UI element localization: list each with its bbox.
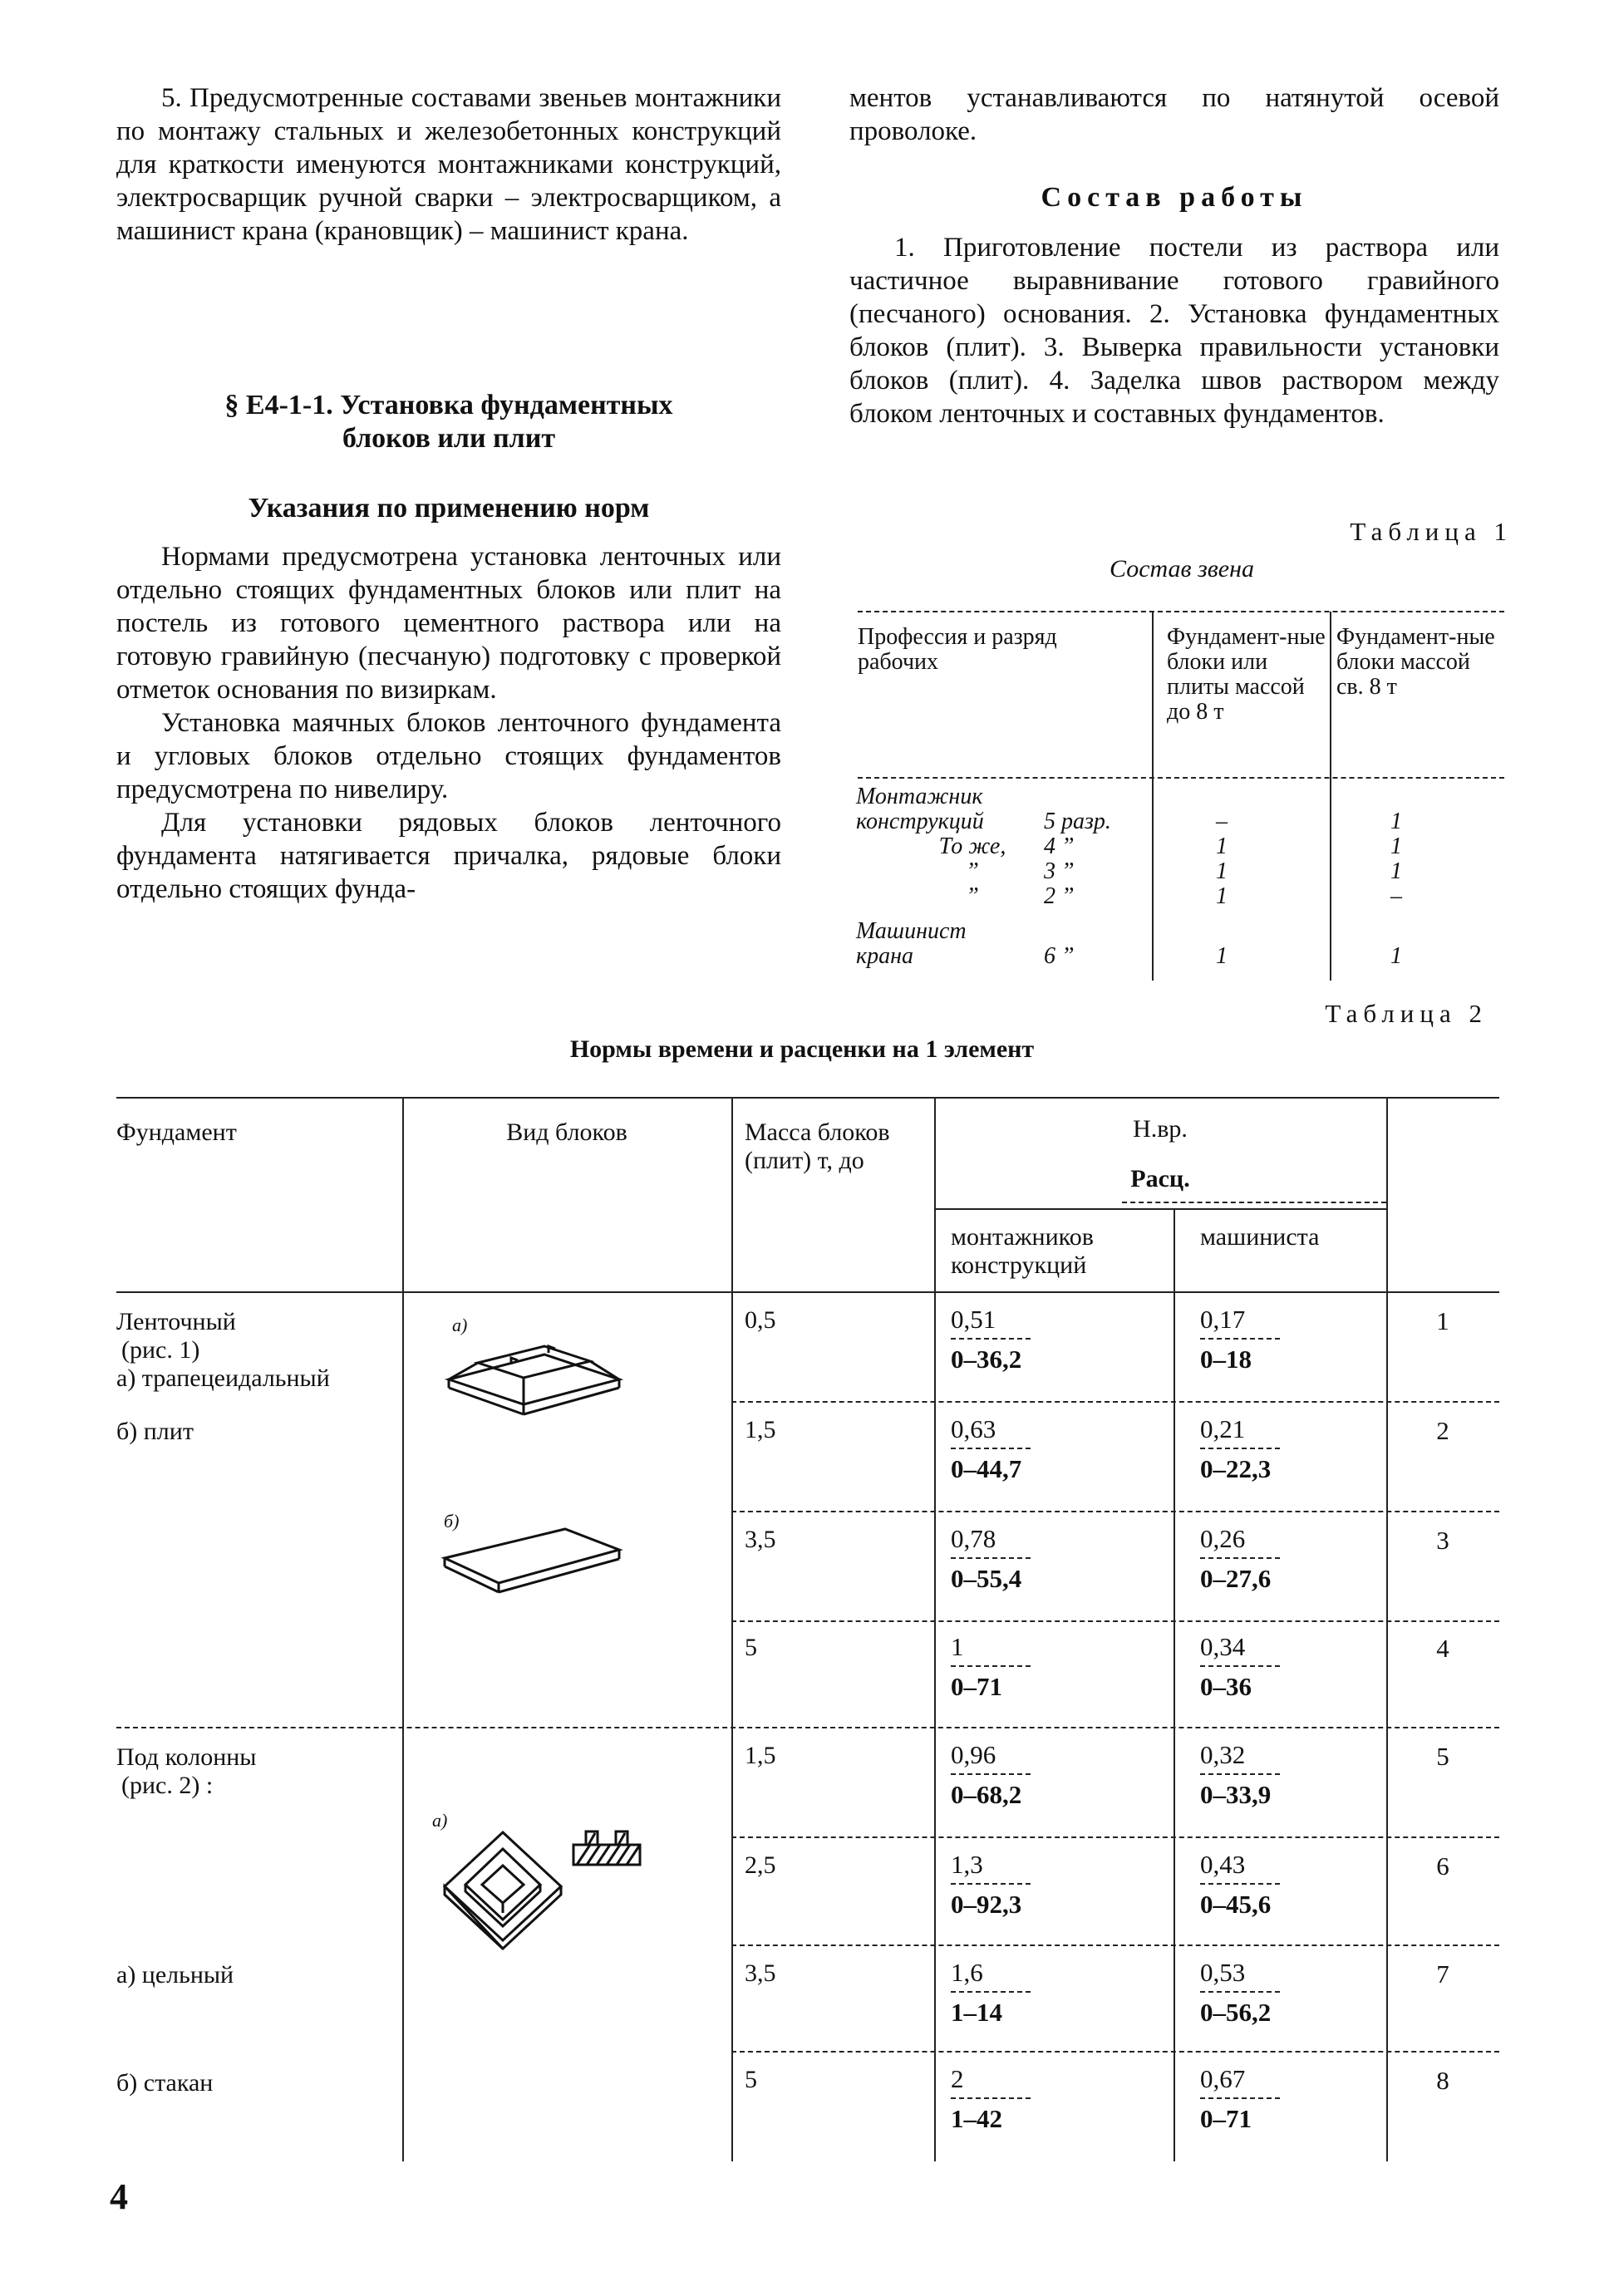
- table2-col-divider: [731, 1098, 733, 2161]
- table2-group-strip: [116, 1308, 330, 1393]
- section-title: [116, 389, 781, 455]
- table1-cell-over-8t: 1: [1390, 858, 1402, 884]
- table2-col-divider: [1174, 1209, 1175, 2161]
- paragraph-beacon-blocks: Установка маячных блоков ленточного фундамента и угловых блоков отдельно стоящих фундаментов предусмотрена по нивелиру.: [116, 708, 781, 804]
- row-mass: 1,5: [745, 1742, 776, 1769]
- page-number: 4: [110, 2176, 128, 2217]
- table1-header-upto-8t: Фундамент-ные блоки или плиты массой до 8 т: [1167, 624, 1326, 725]
- left-column-text: [116, 81, 781, 248]
- fig1-b-label: б): [444, 1511, 460, 1531]
- fig2-a-label: а): [432, 1810, 448, 1831]
- installers-norm-rate: [951, 1850, 1031, 1920]
- table1-col-divider-1: [1152, 612, 1154, 981]
- column-foundation-drawing: [432, 1820, 648, 1978]
- table1-header-rule: [858, 777, 1504, 779]
- slab-drawing: [432, 1512, 632, 1604]
- norm: 0,51: [951, 1305, 996, 1334]
- table1-row-grade: 2 ”: [1044, 883, 1075, 909]
- row-mass: 2,5: [745, 1851, 776, 1879]
- operator-norm-rate: [1200, 1740, 1280, 1810]
- table2-header-mass: Масса блоков (плит) т, до: [745, 1119, 890, 1174]
- rate: 0–55,4: [951, 1564, 1022, 1593]
- norm: 1: [951, 1632, 964, 1661]
- fraction-bar: [951, 1773, 1031, 1775]
- norm: 0,53: [1200, 1958, 1246, 1987]
- norm: 0,26: [1200, 1524, 1246, 1553]
- table2-header-installers: монтажников конструкций: [951, 1223, 1094, 1279]
- rate: 0–22,3: [1200, 1454, 1272, 1483]
- rate: 0–36: [1200, 1672, 1252, 1701]
- fraction-bar: [1200, 1665, 1280, 1667]
- operator-norm-rate: [1200, 1305, 1280, 1374]
- norm: 0,63: [951, 1414, 996, 1443]
- table1-header-over-8t: Фундамент-ные блоки массой св. 8 т: [1336, 624, 1495, 700]
- table2-header-block-type: Вид блоков: [506, 1119, 627, 1146]
- rate: 0–33,9: [1200, 1780, 1272, 1809]
- operator-norm-rate: [1200, 1414, 1280, 1484]
- work-heading: Состав работы: [1041, 182, 1308, 213]
- table2-top-rule: [116, 1097, 1499, 1099]
- table2-header-operator: машиниста: [1200, 1223, 1320, 1251]
- fraction-bar: [951, 1883, 1031, 1885]
- operator-norm-rate: [1200, 2064, 1280, 2134]
- rate: 0–45,6: [1200, 1890, 1272, 1919]
- paragraph-continuation: ментов устанавливаются по натянутой осевой проволоке.: [849, 83, 1499, 146]
- table2-row-rule: [731, 2051, 1499, 2053]
- rate: 0–44,7: [951, 1454, 1022, 1483]
- rate: 1–14: [951, 1998, 1002, 2027]
- table1-cell-upto-8t: 1: [1216, 858, 1228, 884]
- table1-cell-upto-8t: 1: [1216, 943, 1228, 969]
- operator-norm-rate: [1200, 1958, 1280, 2028]
- fraction-bar: [951, 2097, 1031, 2099]
- table2-group-column: [116, 1743, 256, 1800]
- column-socket: б) стакан: [116, 2069, 214, 2097]
- operator-norm-rate: [1200, 1524, 1280, 1594]
- rate: 0–56,2: [1200, 1998, 1272, 2027]
- table2-header-rule: [116, 1291, 1499, 1293]
- norm: 0,96: [951, 1740, 996, 1769]
- row-number: 6: [1436, 1851, 1449, 1881]
- rate: 0–68,2: [951, 1780, 1022, 1809]
- section-title-line2: блоков или плит: [342, 423, 556, 454]
- fraction-bar: [1200, 1557, 1280, 1559]
- table1-cell-over-8t: 1: [1390, 943, 1402, 969]
- fig1-a-label: а): [452, 1315, 468, 1335]
- table2-label: Таблица 2: [1325, 999, 1488, 1028]
- row-number: 3: [1436, 1526, 1449, 1555]
- row-number: 4: [1436, 1634, 1449, 1663]
- installers-norm-rate: [951, 1632, 1031, 1702]
- rate: 0–27,6: [1200, 1564, 1272, 1593]
- table2-col-divider: [1386, 1098, 1388, 2161]
- row-number: 5: [1436, 1742, 1449, 1771]
- operator-norm-rate: [1200, 1632, 1280, 1702]
- table2-header-rasc: Расц.: [1130, 1165, 1190, 1192]
- table2-row-rule: [731, 1944, 1499, 1946]
- strip-trapezoidal: а) трапецеидальный: [116, 1364, 330, 1392]
- table1-col-divider-2: [1330, 612, 1331, 981]
- norm: 0,78: [951, 1524, 996, 1553]
- table1-row-grade: 5 разр.: [1044, 809, 1111, 834]
- norm: 1,3: [951, 1850, 983, 1879]
- section-title-line1: § Е4-1-1. Установка фундаментных: [224, 390, 673, 420]
- work-composition: [849, 231, 1499, 430]
- table1-cell-upto-8t: 1: [1216, 833, 1228, 859]
- fraction-bar: [1200, 1448, 1280, 1449]
- installers-norm-rate: [951, 1305, 1031, 1374]
- table1-profession-operator: [856, 919, 967, 969]
- installer-line1: Монтажник: [856, 784, 983, 809]
- subheading: Указания по применению норм: [248, 493, 650, 524]
- rate: 0–36,2: [951, 1345, 1022, 1374]
- installers-norm-rate: [951, 1524, 1031, 1594]
- table1-label: Таблица 1: [1350, 517, 1513, 546]
- table1-cell-over-8t: –: [1390, 883, 1402, 909]
- table2-group-rule: [116, 1727, 1499, 1728]
- norm: 0,32: [1200, 1740, 1246, 1769]
- operator-line1: Машинист: [856, 918, 967, 944]
- table1-row-name: ”: [966, 883, 979, 909]
- norm: 1,6: [951, 1958, 983, 1987]
- fraction-bar: [951, 1991, 1031, 1993]
- table1-profession-installer: [856, 784, 984, 834]
- norm: 0,21: [1200, 1414, 1246, 1443]
- row-mass: 5: [745, 1634, 757, 1661]
- table1-row-name: ”: [966, 858, 979, 884]
- paragraph-5: 5. Предусмотренные составами звеньев монтажники по монтажу стальных и железобетонных конструкций для краткости именуются монтажниками конструкций, электросварщик ручной сварки – электросварщиком, а машинист крана (крановщик) – машинист крана.: [116, 83, 781, 246]
- table1-row-grade: 4 ”: [1044, 833, 1075, 859]
- rate: 0–92,3: [951, 1890, 1022, 1919]
- table2-caption: Нормы времени и расценки на 1 элемент: [569, 1035, 1035, 1063]
- table2-subheader-rule: [934, 1208, 1386, 1210]
- fraction-bar: [951, 1448, 1031, 1449]
- table2-row-rule: [731, 1836, 1499, 1838]
- table2-row-rule: [731, 1401, 1499, 1403]
- row-mass: 1,5: [745, 1416, 776, 1443]
- paragraph-norms: Нормами предусмотрена установка ленточных или отдельно стоящих фундаментных блоков или плит на постель из готового цементного раствора или на готовую гравийную (песчаную) подготовку с проверкой отметок основания по визиркам.: [116, 542, 781, 705]
- rate: 1–42: [951, 2104, 1002, 2133]
- fraction-bar: [1200, 1338, 1280, 1340]
- row-number: 1: [1436, 1306, 1449, 1335]
- installer-line2: конструкций: [856, 809, 984, 834]
- paragraph-work: 1. Приготовление постели из раствора или частичное выравнивание готового гравийного (песчаного) основания. 2. Установка фундаментных блоков (плит). 3. Выверка правильности установки блоков (плит). 4. Заделка швов раствором между блоком ленточных и составных фундаментов.: [849, 233, 1499, 429]
- table1-top-rule: [858, 611, 1504, 612]
- application-notes: [116, 540, 781, 906]
- table2-col-divider: [934, 1098, 936, 2161]
- fraction-bar: [951, 1557, 1031, 1559]
- table2-row-rule: [731, 1620, 1499, 1622]
- fraction-bar: [951, 1665, 1031, 1667]
- row-mass: 3,5: [745, 1526, 776, 1553]
- table2-header-hvr: Н.вр.: [1133, 1115, 1188, 1143]
- installers-norm-rate: [951, 1414, 1031, 1484]
- fraction-bar: [1200, 1991, 1280, 1993]
- norm: 2: [951, 2064, 964, 2093]
- fraction-bar: [1200, 1883, 1280, 1885]
- row-number: 7: [1436, 1959, 1449, 1989]
- table1-cell-over-8t: 1: [1390, 809, 1402, 834]
- table1-cell-upto-8t: –: [1216, 809, 1228, 834]
- operator-line2: крана: [856, 943, 913, 969]
- installers-norm-rate: [951, 1958, 1031, 2028]
- rate: 0–71: [951, 1672, 1002, 1701]
- fraction-bar: [1200, 1773, 1280, 1775]
- table1-cell-over-8t: 1: [1390, 833, 1402, 859]
- table1-header-profession: Профессия и разряд рабочих: [858, 624, 1057, 675]
- table1-cell-upto-8t: 1: [1216, 883, 1228, 909]
- norm: 0,67: [1200, 2064, 1246, 2093]
- norm: 0,34: [1200, 1632, 1246, 1661]
- table1-row-grade: 6 ”: [1044, 943, 1075, 969]
- fraction-bar: [1200, 2097, 1280, 2099]
- row-mass: 5: [745, 2066, 757, 2093]
- installers-norm-rate: [951, 1740, 1031, 1810]
- operator-norm-rate: [1200, 1850, 1280, 1920]
- table2-col-divider: [402, 1098, 404, 2161]
- table1-row-grade: 3 ”: [1044, 858, 1075, 884]
- column-line1: Под колонны: [116, 1743, 257, 1771]
- right-column-continuation: [849, 81, 1499, 148]
- table2-row-rule: [731, 1511, 1499, 1512]
- column-line2: (рис. 2) :: [121, 1772, 214, 1799]
- rate: 0–18: [1200, 1345, 1252, 1374]
- paragraph-row-blocks: Для установки рядовых блоков ленточного фундамента натягивается причалка, рядовые блоки отдельно стоящих фунда-: [116, 808, 781, 904]
- table1-caption: Состав звена: [1109, 555, 1254, 583]
- column-solid: а) цельный: [116, 1961, 234, 1989]
- rate: 0–71: [1200, 2104, 1252, 2133]
- strip-line2: (рис. 1): [121, 1336, 200, 1364]
- row-mass: 3,5: [745, 1959, 776, 1987]
- row-number: 8: [1436, 2066, 1449, 2095]
- row-mass: 0,5: [745, 1306, 776, 1334]
- table2-header-foundation: Фундамент: [116, 1119, 237, 1146]
- strip-slab: б) плит: [116, 1418, 194, 1445]
- norm: 0,17: [1200, 1305, 1246, 1334]
- table1-row-name: То же,: [938, 833, 1006, 859]
- norm: 0,43: [1200, 1850, 1246, 1879]
- installers-norm-rate: [951, 2064, 1031, 2134]
- row-number: 2: [1436, 1416, 1449, 1445]
- trapezoidal-block-drawing: [432, 1321, 632, 1421]
- table2-hvr-rule: [1122, 1202, 1386, 1203]
- fraction-bar: [951, 1338, 1031, 1340]
- strip-line1: Ленточный: [116, 1308, 236, 1335]
